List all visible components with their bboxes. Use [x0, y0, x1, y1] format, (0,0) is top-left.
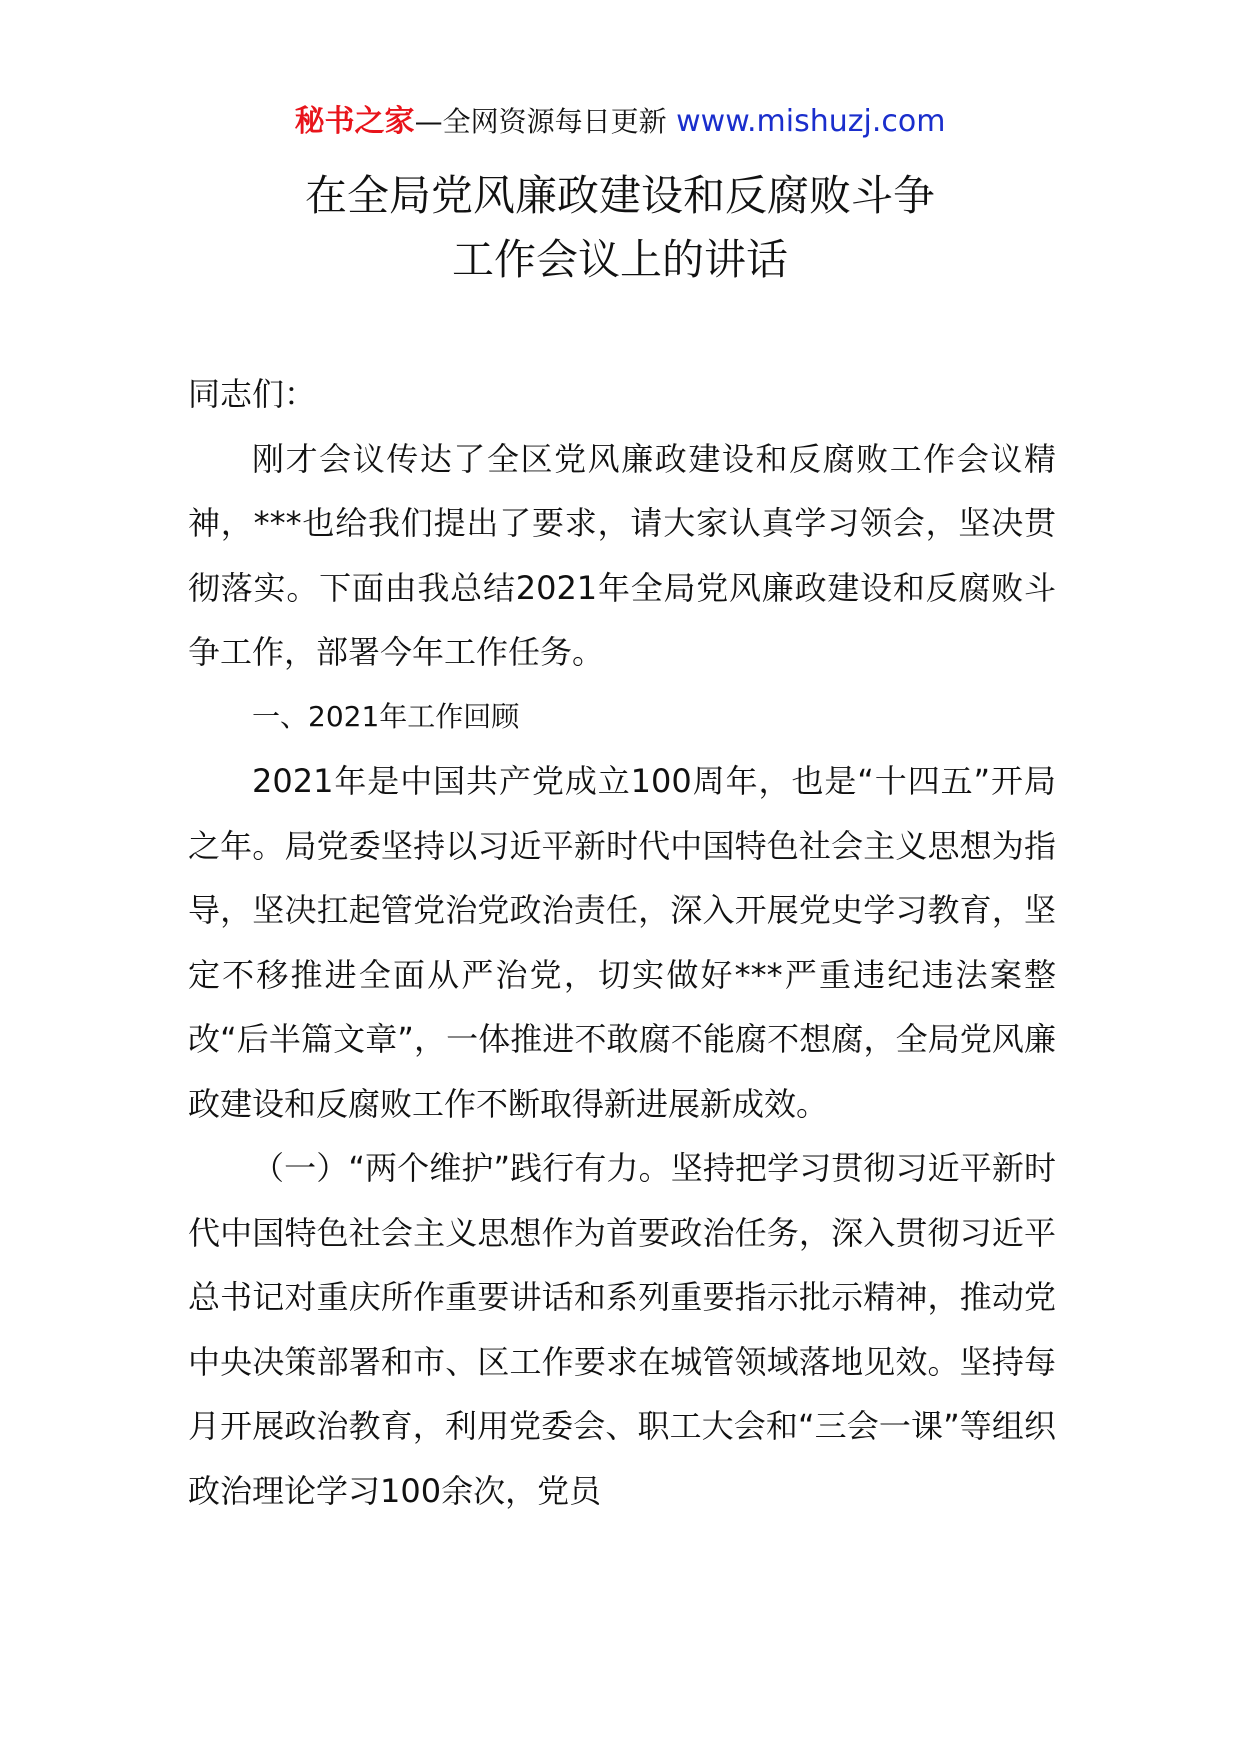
section-heading-1: 一、2021年工作回顾	[252, 699, 520, 733]
brand-name: 秘书之家	[294, 104, 415, 139]
document-title-line1: 在全局党风廉政建设和反腐败斗争	[304, 171, 935, 220]
salutation: 同志们：	[188, 375, 317, 413]
document-body	[188, 362, 1056, 1523]
brand-tagline: —全网资源每日更新	[414, 105, 667, 138]
document-title-line2: 工作会议上的讲话	[451, 235, 788, 284]
paragraph-intro: 刚才会议传达了全区党风廉政建设和反腐败工作会议精神，***也给我们提出了要求，请大家认真学习领会，坚决贯彻落实。下面由我总结2021年全局党风廉政建设和反腐败斗争工作，部署今年工作任务。	[188, 439, 1056, 671]
watermark-header	[0, 102, 1240, 142]
paragraph-review: 2021年是中国共产党成立100周年，也是“十四五”开局之年。局党委坚持以习近平新时代中国特色社会主义思想为指导，坚决扛起管党治党政治责任，深入开展党史学习教育，坚定不移推进全面从严治党，切实做好***严重违纪违法案整改“后半篇文章”，一体推进不敢腐不能腐不想腐，全局党风廉政建设和反腐败工作不断取得新进展新成效。	[188, 762, 1056, 1123]
brand-url-link[interactable]: www.mishuzj.com	[676, 104, 946, 139]
paragraph-two-safeguards: （一）“两个维护”践行有力。坚持把学习贯彻习近平新时代中国特色社会主义思想作为首要政治任务，深入贯彻习近平总书记对重庆所作重要讲话和系列重要指示批示精神，推动党中央决策部署和市、区工作要求在城管领域落地见效。坚持每月开展政治教育，利用党委会、职工大会和“三会一课”等组织政治理论学习100余次，党员	[188, 1149, 1056, 1510]
